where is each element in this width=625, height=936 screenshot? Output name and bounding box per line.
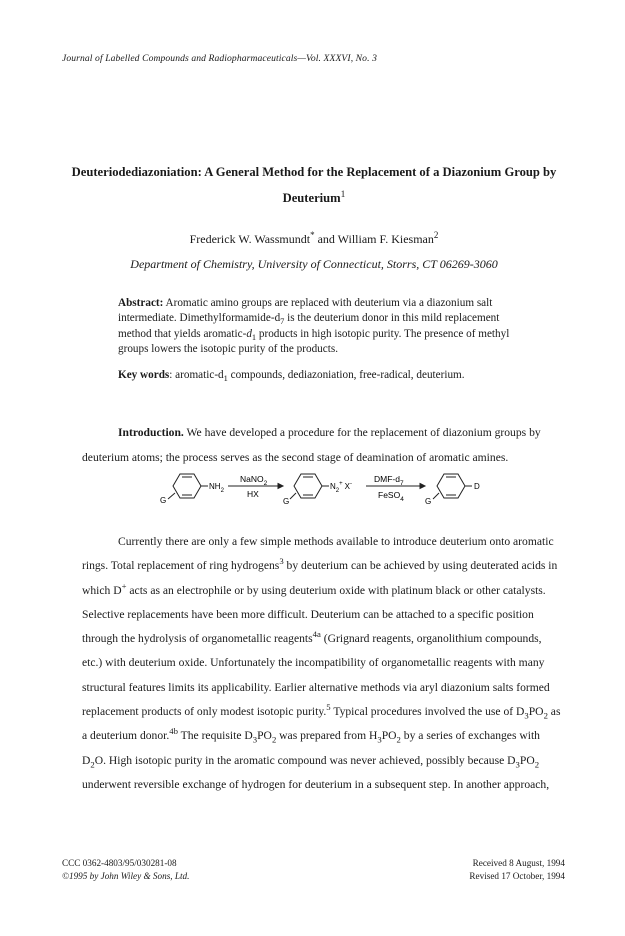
sub-2-c: 2 xyxy=(396,734,401,745)
abstract-label: Abstract: xyxy=(118,297,164,309)
body-text-3: acts as an electrophile or by using deuterium oxide with platinum black or other catalysts. Selective replacements have been more difficult. Deuterium can be attached to a specific position through the hydrolysis of organometallic reagents xyxy=(82,583,546,646)
introduction-label: Introduction. xyxy=(118,426,184,439)
footer-right xyxy=(430,857,565,883)
revised-date: Revised 17 October, 1994 xyxy=(469,871,565,881)
sub-3-a: 3 xyxy=(524,710,529,721)
body-text-8: was prepared from H xyxy=(276,729,378,743)
po-b: PO xyxy=(257,729,272,743)
abstract-sub-2: 1 xyxy=(251,332,257,342)
affiliation: Department of Chemistry, University of Connecticut, Storrs, CT 06269-3060 xyxy=(130,257,498,271)
body-text-2: by deuterium can be achieved by using deuterated acids in which D xyxy=(82,559,558,597)
keywords-label: Key words xyxy=(118,369,170,381)
reaction-arrow-2 xyxy=(366,484,425,489)
author-star: * xyxy=(310,230,315,240)
copyright: ©1995 by John Wiley & Sons, Ltd. xyxy=(62,871,190,881)
po-d: PO xyxy=(519,753,535,767)
ref-3: 3 xyxy=(279,556,284,567)
sub-2-e: 2 xyxy=(534,758,540,769)
body-text xyxy=(82,530,562,797)
author-ref: 2 xyxy=(433,230,439,240)
footer-left xyxy=(62,857,189,883)
body-text-9: by a series of exchanges with D xyxy=(82,729,540,767)
introduction-paragraph xyxy=(82,420,562,470)
scheme-n2-x: $N_2^+$ X- xyxy=(330,481,352,494)
d-plus: + xyxy=(121,580,127,591)
reagent-1-bottom: HX xyxy=(247,489,259,499)
benzene-ring-1 xyxy=(168,474,208,499)
sub-3-b: 3 xyxy=(252,734,258,745)
keywords-text-1: : aromatic-d xyxy=(169,369,224,381)
reaction-arrow-1 xyxy=(228,484,283,489)
scheme-g-1: G xyxy=(160,496,167,505)
ccc-code: CCC 0362-4803/95/030281-08 xyxy=(62,858,177,868)
author-1: Frederick W. Wassmundt xyxy=(189,232,311,246)
body-text-6: as a deuterium donor. xyxy=(82,705,561,743)
title-line2: Deuterium xyxy=(282,191,341,205)
benzene-ring-2 xyxy=(290,474,329,499)
ref-5: 5 xyxy=(326,702,331,713)
sub-3-d: 3 xyxy=(515,758,520,769)
benzene-ring-3 xyxy=(433,474,472,499)
title-line1: Deuteriodediazoniation: A General Method for the Replacement of a Diazonium Group by xyxy=(71,165,557,179)
paper-title xyxy=(60,159,568,211)
keywords xyxy=(118,369,534,384)
body-text-9b: O. High isotopic purity in the aromatic compound was never achieved, possibly because D xyxy=(94,753,516,767)
body-text-10: underwent reversible exchange of hydrogen for deuterium in a subsequent step. In another approach, xyxy=(82,777,550,791)
journal-header: Journal of Labelled Compounds and Radiopharmaceuticals—Vol. XXXVI, No. 3 xyxy=(62,53,377,64)
author-2: and William F. Kiesman xyxy=(314,232,434,246)
keywords-text-2: compounds, dediazoniation, free-radical, deuterium. xyxy=(227,369,465,381)
reagent-1-top: NaNO$_2$ xyxy=(240,474,268,487)
author-line xyxy=(60,232,568,247)
scheme-d: D xyxy=(474,482,480,491)
received-date: Received 8 August, 1994 xyxy=(472,858,565,868)
scheme-nh2: $NH_2$ xyxy=(209,482,224,494)
po-a: PO xyxy=(528,705,544,719)
abstract-text-3: products in high isotopic purity. The presence of methyl groups lowers the isotopic purity of the products. xyxy=(118,327,510,355)
body-text-4: (Grignard reagents, organolithium compounds, etc.) with deuterium oxide. Unfortunately the incompatibility of organometallic reagents with many structural features limits its applicability. Earlier alternative methods via aryl diazonium salts formed replacement products of only modest isotopic purity. xyxy=(82,632,550,719)
introduction xyxy=(82,420,562,470)
scheme-g-3: G xyxy=(425,497,432,506)
abstract-sub-1: 7 xyxy=(280,317,285,327)
body-paragraph xyxy=(82,530,562,797)
abstract-text-1: Aromatic amino groups are replaced with deuterium via a diazonium salt intermediate. Dimethylformamide-d xyxy=(118,297,493,325)
introduction-text: We have developed a procedure for the replacement of diazonium groups by deuterium atoms; the process serves as the second stage of deamination of aromatic amines. xyxy=(82,426,541,464)
abstract-italic-d: d xyxy=(246,327,252,340)
title-ref: 1 xyxy=(340,189,346,200)
reagent-2-bottom: FeSO$_4$ xyxy=(378,490,404,503)
sub-2-b: 2 xyxy=(271,734,277,745)
reaction-scheme xyxy=(150,468,490,518)
abstract xyxy=(118,296,534,357)
scheme-g-2: G xyxy=(283,497,290,506)
sub-2-d: 2 xyxy=(90,758,95,769)
keywords-sub: 1 xyxy=(223,374,228,384)
body-text-1: Currently there are only a few simple methods available to introduce deuterium onto aromatic rings. Total replacement of ring hydrogens xyxy=(82,535,554,573)
ref-4b: 4b xyxy=(169,726,178,737)
body-text-5: Typical procedures involved the use of D xyxy=(330,705,525,719)
reagent-2-top: DMF-$d_7$ xyxy=(374,474,404,487)
ref-4a: 4a xyxy=(312,629,321,640)
body-text-7: The requisite D xyxy=(177,729,253,743)
abstract-text-2: is the deuterium donor in this mild replacement method that yields aromatic- xyxy=(118,312,500,340)
sub-3-c: 3 xyxy=(377,734,382,745)
sub-2-a: 2 xyxy=(543,710,548,721)
po-c: PO xyxy=(381,729,397,743)
